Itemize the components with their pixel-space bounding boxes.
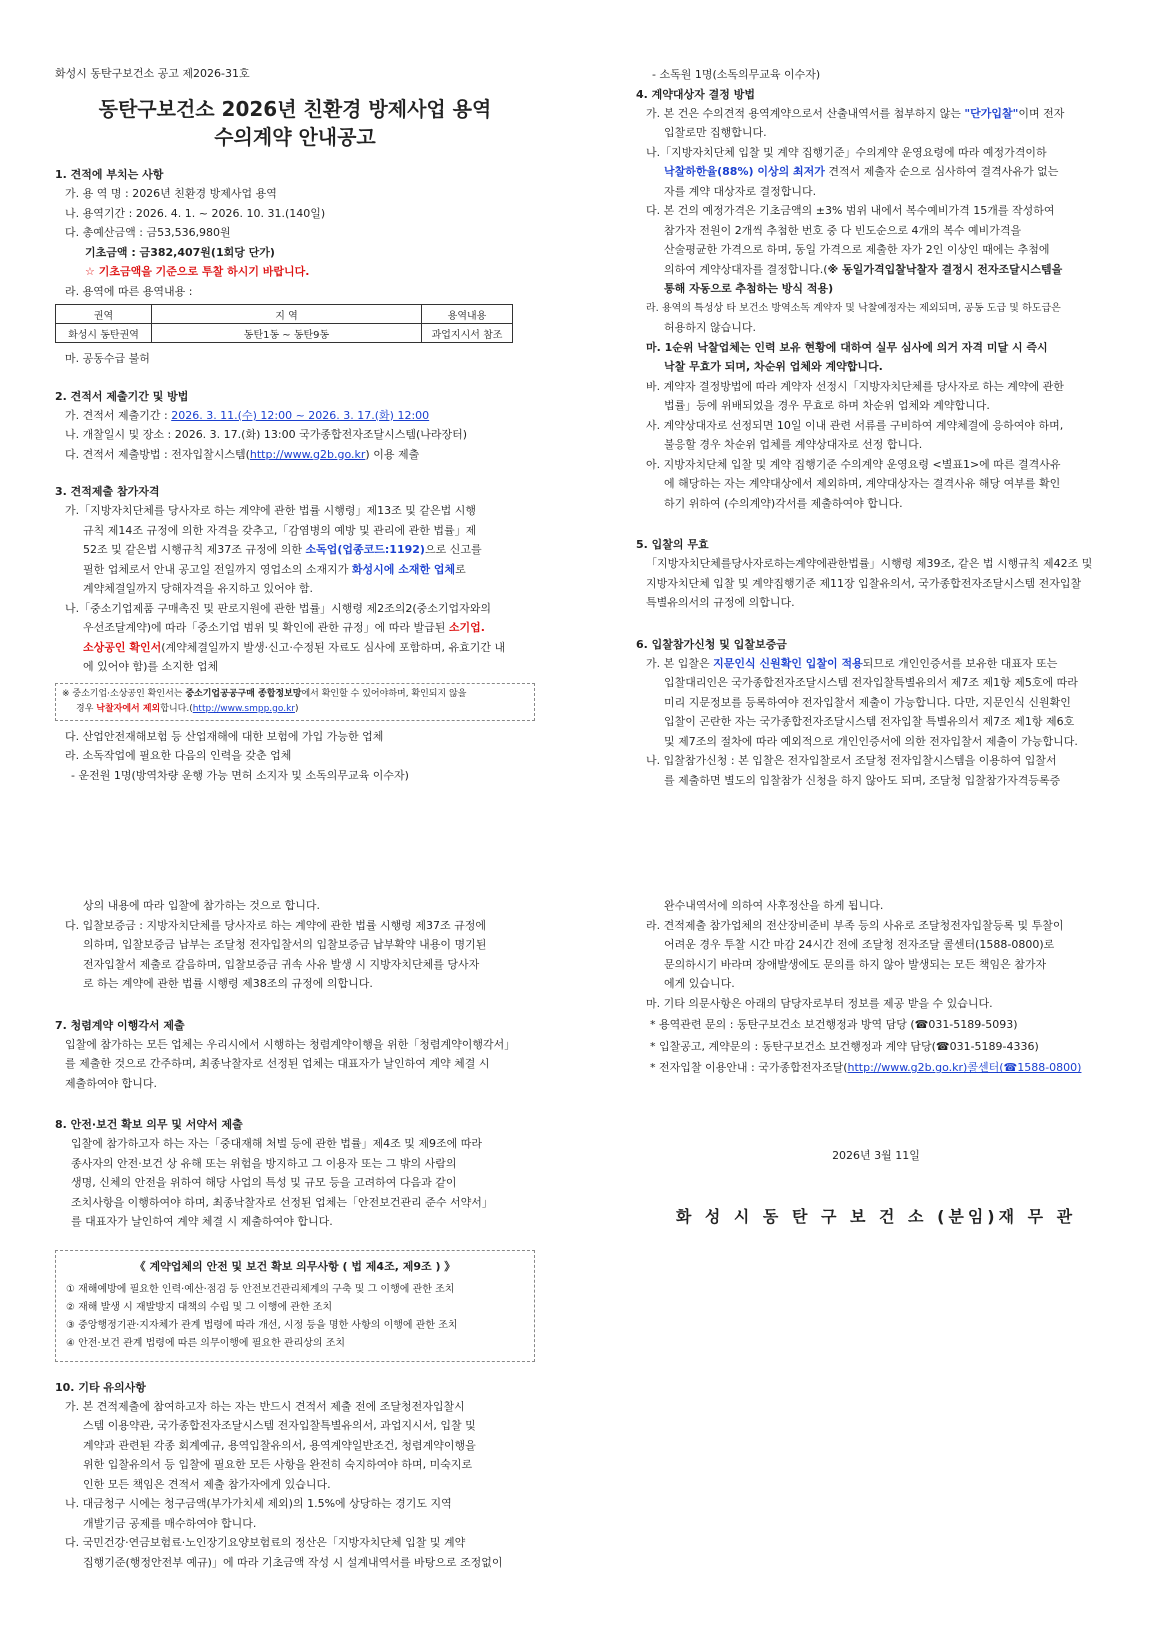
submission-method-text: 다. 견적서 제출방법 : 전자입찰시스템( bbox=[65, 447, 250, 461]
page1-right-column bbox=[636, 65, 1116, 790]
section-8-heading: 8. 안전·보건 확보 의무 및 서약서 제출 bbox=[55, 1118, 243, 1131]
s2-item-ga bbox=[55, 406, 535, 426]
s4-line: 자를 계약 대상자로 결정합니다. bbox=[664, 184, 817, 198]
s6-line: 입찰대리인은 국가종합전자조달시스템 전자입찰특별유의서 제7조 제1항 제5호에 따라 bbox=[664, 676, 1078, 689]
table-cell: 과업지시서 참조 bbox=[422, 324, 513, 343]
page-2 bbox=[0, 826, 1168, 1652]
title-line-1: 동탄구보건소 2026년 친환경 방제사업 용역 bbox=[98, 97, 492, 121]
small-business-highlight: 소기업. bbox=[448, 621, 485, 634]
s6-line: 상의 내용에 따라 입찰에 참가하는 것으로 합니다. bbox=[83, 899, 320, 912]
s5-line: 「지방자치단체를당사자로하는계약에관한법률」시행령 제39조, 같은 법 시행규칙 제42조 및 bbox=[646, 557, 1093, 570]
s4-line: 나.「지방자치단체 입찰 및 계약 집행기준」수의계약 운영요령에 따라 예정가격이하 bbox=[646, 145, 1047, 159]
safety-box-title: 《 계약업체의 안전 및 보건 확보 의무사항 ( 법 제4조, 제9조 ) 》 bbox=[134, 1259, 456, 1273]
service-area-table bbox=[55, 304, 513, 343]
s4-line: 다. 본 건의 예정가격은 기초금액의 ±3% 범위 내에서 복수예비가격 15개를 작성하여 bbox=[646, 204, 1055, 217]
s3-item-ga-line: 계약체결일까지 당해자격을 유지하고 있어야 함. bbox=[83, 582, 314, 595]
s10-line: 마. 기타 의문사항은 아래의 담당자로부터 정보를 제공 받을 수 있습니다. bbox=[646, 996, 993, 1010]
doc-number: 화성시 동탄구보건소 공고 제2026-31호 bbox=[55, 67, 250, 80]
s4-line: 참가자 전원이 2개씩 추첨한 번호 중 다 빈도순으로 4개의 복수 예비가격을 bbox=[664, 223, 1022, 237]
s3-item-ga-line: 규칙 제14조 규정에 의한 자격을 갖추고,「감염병의 예방 및 관리에 관한 법률」제 bbox=[83, 523, 477, 537]
table-header-cell: 용역내용 bbox=[422, 305, 513, 324]
s5-line: 지방자치단체 입찰 및 계약집행기준 제11장 입찰유의서, 국가종합전자조달시스템 전자입찰 bbox=[646, 576, 1082, 590]
s10-line: 나. 대금청구 시에는 청구금액(부가가치세 제외)의 1.5%에 상당하는 경기도 지역 bbox=[65, 1497, 452, 1510]
text-segment: (계약체결일까지 발생·신고·수정된 자료도 심사에 포함하며, 유효기간 내 bbox=[161, 640, 506, 654]
s3-item-ga-line bbox=[55, 560, 535, 580]
notice-date: 2026년 3월 11일 bbox=[832, 1148, 920, 1162]
text-segment: 견적서 제출자 순으로 심사하여 결격사유가 없는 bbox=[824, 165, 1059, 178]
s4-line: 아. 지방자치단체 입찰 및 계약 집행기준 수의계약 운영요령 <별표1>에 따른 결격사유 bbox=[646, 457, 1061, 471]
s3-item-na-line: 나.「중소기업제품 구매촉진 및 판로지원에 관한 법률」시행령 제2조의2(중소기업자와의 bbox=[65, 601, 492, 615]
s4-line: 산술평균한 가격으로 하며, 동일 가격으로 제출한 자가 2인 이상인 때에는 추첨에 bbox=[664, 243, 1050, 256]
s3-item-ra: 라. 소독작업에 필요한 다음의 인력을 갖춘 업체 bbox=[65, 749, 292, 762]
section-7-heading: 7. 청렴계약 이행각서 제출 bbox=[55, 1018, 185, 1032]
s4-line bbox=[636, 104, 1116, 124]
fingerprint-id-bid: 지문인식 신원확인 입찰이 적용 bbox=[713, 656, 863, 670]
disinfection-business-code: 소독업(업종코드:1192) bbox=[305, 543, 425, 556]
contact-line bbox=[636, 1058, 1116, 1078]
s3-item-da: 다. 산업안전재해보험 등 산업재해에 대한 보험에 가입 가능한 업체 bbox=[65, 729, 384, 743]
s6-line: 나. 입찰참가신청 : 본 입찰은 전자입찰로서 조달청 전자입찰시스템을 이용하여 입찰서 bbox=[646, 754, 1057, 767]
s1-item-ga: 가. 용 역 명 : 2026년 친환경 방제사업 용역 bbox=[65, 187, 277, 200]
section-1-heading: 1. 견적에 부치는 사항 bbox=[55, 168, 164, 181]
lowest-price-rule: 낙찰하한율(88%) 이상의 최저가 bbox=[664, 165, 825, 178]
s10-line: 다. 국민건강·연금보험료·노인장기요양보험료의 정산은「지방자치단체 입찰 및 계약 bbox=[65, 1536, 466, 1549]
note-line bbox=[62, 702, 528, 717]
section-6-heading: 6. 입찰참가신청 및 입찰보증금 bbox=[636, 637, 787, 651]
s4-line: 바. 계약자 결정방법에 따라 계약자 선정시「지방자치단체를 당사자로 하는 계약에 관한 bbox=[646, 379, 1064, 393]
s6-line: 전자입찰서 제출로 갈음하며, 입찰보증금 귀속 사유 발생 시 지방자치단체를 당사자 bbox=[83, 957, 480, 971]
text-segment: 로 bbox=[455, 562, 466, 576]
s3-item-na-line bbox=[55, 638, 535, 658]
s3-ra-item: - 소독원 1명(소독의무교육 이수자) bbox=[652, 68, 821, 81]
exclusion-warning: 낙찰자에서 제외 bbox=[96, 703, 161, 714]
table-row bbox=[56, 324, 513, 343]
text-segment: 우선조달계약)에 따라「중소기업 범위 및 확인에 관한 규정」에 따라 발급된 bbox=[83, 621, 449, 634]
safety-obligations-box bbox=[55, 1250, 535, 1362]
s4-line: 라. 용역의 특성상 타 보건소 방역소독 계약자 및 낙찰예정자는 제외되며, 공동 도급 및 하도급은 bbox=[646, 302, 1061, 314]
text-segment: ※ 중소기업·소상공인 확인서는 bbox=[62, 688, 186, 699]
s10-line: 에게 있습니다. bbox=[664, 977, 735, 990]
text-segment: 의하여 계약상대자를 결정합니다.( bbox=[664, 262, 828, 276]
list-item: ③ 중앙행정기관·지자체가 관계 법령에 따라 개선, 시정 등을 명한 사항의 이행에 관한 조치 bbox=[66, 1319, 458, 1331]
s8-line: 입찰에 참가하고자 하는 자는「중대재해 처벌 등에 관한 법률」제4조 및 제9조에 따라 bbox=[71, 1137, 482, 1150]
small-business-certificate: 소상공인 확인서 bbox=[83, 640, 162, 654]
s2-item-na: 나. 개찰일시 및 장소 : 2026. 3. 17.(화) 13:00 국가종합전자조달시스템(나라장터) bbox=[65, 428, 468, 441]
s1-item-da: 다. 총예산금액 : 금53,536,980원 bbox=[65, 226, 231, 239]
table-header-row bbox=[56, 305, 513, 324]
text-segment: 52조 및 같은법 시행규칙 제37조 규정에 의한 bbox=[83, 543, 306, 556]
s6-line: 로 하는 계약에 관한 법률 시행령 제38조의 규정에 의합니다. bbox=[83, 977, 373, 990]
table-cell: 동탄1동 ~ 동탄9동 bbox=[152, 324, 422, 343]
s10-line: 완수내역서에 의하여 사후정산을 하게 됩니다. bbox=[664, 899, 884, 912]
s10-line: 인한 모든 책임은 견적서 제출 참가자에게 있습니다. bbox=[83, 1477, 331, 1491]
s6-line: 다. 입찰보증금 : 지방자치단체를 당사자로 하는 계약에 관한 법률 시행령 제37조 규정에 bbox=[65, 918, 486, 932]
s7-line: 를 제출한 것으로 간주하며, 최종낙찰자로 선정된 업체는 대표자가 날인하여 계약 체결 시 bbox=[65, 1057, 490, 1070]
page1-left-column bbox=[55, 65, 535, 785]
s4-line: 통해 자동으로 추첨하는 방식 적용) bbox=[664, 282, 834, 295]
s3-ra-item: - 운전원 1명(방역차량 운행 가능 면허 소지자 및 소독의무교육 이수자) bbox=[71, 768, 409, 782]
section-3-heading: 3. 견적제출 참가자격 bbox=[55, 485, 160, 498]
submission-period-label: 가. 견적서 제출기간 : bbox=[65, 408, 172, 422]
s8-line: 생명, 신체의 안전을 위하여 해당 사업의 특성 및 규모 등을 고려하여 다음과 같이 bbox=[71, 1176, 457, 1189]
text-segment: * 전자입찰 이용안내 : 국가종합전자조달( bbox=[650, 1061, 848, 1074]
text-segment: 에서 확인할 수 있어야하며, 확인되지 않을 bbox=[301, 688, 467, 699]
submission-method-suffix: ) 이용 제출 bbox=[365, 447, 420, 461]
list-item: ① 재해예방에 필요한 인력·예산·점검 등 안전보건관리체계의 구축 및 그 이행에 관한 조치 bbox=[66, 1283, 455, 1295]
text-segment: ) bbox=[294, 703, 299, 714]
text-segment: 경우 bbox=[76, 703, 97, 714]
list-item: ② 재해 발생 시 재발방지 대책의 수립 및 그 이행에 관한 조치 bbox=[66, 1301, 333, 1313]
section-5-heading: 5. 입찰의 무효 bbox=[636, 538, 709, 551]
text-segment: 가. 본 입찰은 bbox=[646, 656, 714, 670]
text-segment: 합니다.( bbox=[160, 703, 193, 714]
s4-line bbox=[636, 260, 1116, 280]
title-line-2: 수의계약 안내공고 bbox=[214, 125, 376, 149]
s6-line: 및 제7조의 절차에 따라 예외적으로 개인인증서에 의한 전자입찰서 제출이 가능합니다. bbox=[664, 734, 1078, 748]
g2b-callcenter-link[interactable]: http://www.g2b.go.kr)콜센터(☎1588-0800) bbox=[847, 1061, 1082, 1074]
s4-line: 불응할 경우 차순위 업체를 계약상대자로 선정 합니다. bbox=[664, 438, 923, 451]
text-segment: 이며 전자 bbox=[1018, 106, 1065, 120]
submission-period-value: 2026. 3. 11.(수) 12:00 ~ 2026. 3. 17.(화) 12:00 bbox=[171, 408, 430, 422]
s8-line: 조치사항을 이행하여야 하며, 최종낙찰자로 선정된 업체는「안전보건관리 준수 서약서」 bbox=[71, 1195, 493, 1209]
section-10-heading: 10. 기타 유의사항 bbox=[55, 1380, 146, 1394]
s4-line: 입찰로만 집행합니다. bbox=[664, 126, 767, 139]
text-segment: 되므로 개인인증서를 보유한 대표자 또는 bbox=[862, 656, 1058, 670]
s10-line: 문의하시기 바라며 장애발생에도 문의를 하지 않아 발생되는 모든 책임은 참가자 bbox=[664, 957, 1047, 971]
s10-line: 라. 견적제출 참가업체의 전산장비준비 부족 등의 사유로 조달청전자입찰등록 및 투찰이 bbox=[646, 918, 1064, 932]
s10-line: 집행기준(행정안전부 예규)」에 따라 기초금액 작성 시 설계내역서를 바탕으로 조정없이 bbox=[83, 1555, 503, 1569]
s10-line: 계약과 관련된 각종 회계예규, 용역입찰유의서, 용역계약일반조건, 청렴계약이행을 bbox=[83, 1438, 476, 1452]
table-header-cell: 권역 bbox=[56, 305, 152, 324]
s10-line: 개발기금 공제를 매수하여야 합니다. bbox=[83, 1516, 257, 1530]
s4-line: 하기 위하여 (수의계약)각서를 제출하여야 합니다. bbox=[664, 496, 903, 510]
text-segment: 가. 본 건은 수의견적 용역계약으로서 산출내역서를 첨부하지 않는 bbox=[646, 106, 965, 120]
s4-line: 법률」등에 위배되었을 경우 무효로 하며 차순위 업체와 계약합니다. bbox=[664, 399, 990, 412]
page-title bbox=[55, 95, 535, 151]
s6-line: 의하며, 입찰보증금 납부는 조달청 전자입찰서의 입찰보증금 납부확약 내용이 명기된 bbox=[83, 938, 487, 951]
note-line bbox=[62, 687, 528, 702]
s6-line: 입찰이 곤란한 자는 국가종합전자조달시스템 전자입찰 특별유의서 제7조 제1항 제6호 bbox=[664, 715, 1075, 728]
s3-item-na-line bbox=[55, 618, 535, 638]
s2-item-da bbox=[55, 445, 535, 465]
s4-line: 허용하지 않습니다. bbox=[664, 321, 757, 334]
section-4-heading: 4. 계약대상자 결정 방법 bbox=[636, 87, 755, 101]
lottery-note: ※ 동일가격입찰낙찰자 결정시 전자조달시스템을 bbox=[827, 262, 1063, 276]
smpp-system-name: 중소기업공공구매 종합정보망 bbox=[185, 688, 302, 699]
s6-line: 미리 지문정보를 등록하여야 전자입찰서 제출이 가능합니다. 다만, 지문인식 신원확인 bbox=[664, 695, 1071, 709]
s5-line: 특별유의서의 규정에 의합니다. bbox=[646, 596, 795, 609]
s8-line: 종사자의 안전·보건 상 유해 또는 위험을 방지하고 그 이용자 또는 그 밖의 사람의 bbox=[71, 1156, 457, 1170]
s1-item-ma: 마. 공동수급 불허 bbox=[65, 352, 150, 365]
s3-item-na-line: 에 있어야 함)를 소지한 업체 bbox=[83, 660, 219, 673]
table-cell: 화성시 동탄권역 bbox=[56, 324, 152, 343]
s1-item-ra: 라. 용역에 따른 용역내용 : bbox=[65, 284, 193, 298]
smpp-link[interactable]: http://www.smpp.go.kr bbox=[192, 703, 295, 714]
s4-line: 에 해당하는 자는 계약대상에서 제외하며, 계약대상자는 결격사유 해당 여부를 확인 bbox=[664, 477, 1061, 490]
s10-line: 어려운 경우 투찰 시간 마감 24시간 전에 조달청 전자조달 콜센터(1588-0800)로 bbox=[664, 938, 1055, 951]
s6-line bbox=[636, 654, 1116, 674]
base-price-note: ☆ 기초금액을 기준으로 투찰 하시기 바랍니다. bbox=[85, 265, 310, 278]
s10-line: 위한 입찰유의서 등 입찰에 필요한 모든 사항을 완전히 숙지하여야 하며, 미숙지로 bbox=[83, 1458, 473, 1471]
text-segment: 으로 신고를 bbox=[424, 543, 482, 556]
certificate-note-box bbox=[55, 683, 535, 721]
s10-line: 스템 이용약관, 국가종합전자조달시스템 전자입찰특별유의서, 과업지시서, 입찰 및 bbox=[83, 1419, 476, 1432]
unit-price-bid: "단가입찰" bbox=[964, 106, 1019, 120]
s7-line: 제출하여야 합니다. bbox=[65, 1076, 158, 1090]
s6-line: 를 제출하면 별도의 입찰참가 신청을 하지 않아도 되며, 조달청 입찰참가자격등록증 bbox=[664, 773, 1061, 787]
s1-item-na: 나. 용역기간 : 2026. 4. 1. ~ 2026. 10. 31.(140일) bbox=[65, 206, 326, 220]
g2b-link[interactable]: http://www.g2b.go.kr bbox=[249, 447, 366, 461]
s4-line: 사. 계약상대자로 선정되면 10일 이내 관련 서류를 구비하여 계약체결에 응하여야 하며, bbox=[646, 418, 1064, 432]
s4-line bbox=[636, 162, 1116, 182]
table-header-cell: 지 역 bbox=[152, 305, 422, 324]
text-segment: 필한 업체로서 안내 공고일 전일까지 영업소의 소재지가 bbox=[83, 562, 352, 576]
contact-line: * 용역관련 문의 : 동탄구보건소 보건행정과 방역 담당 (☎031-5189-5093) bbox=[650, 1018, 1018, 1031]
s7-line: 입찰에 참가하는 모든 업체는 우리시에서 시행하는 청렴계약이행을 위한「청렴계약이행각서」 bbox=[65, 1037, 516, 1051]
page2-right-column bbox=[636, 896, 1116, 1227]
s3-item-ga-line: 가.「지방자치단체를 당사자로 하는 계약에 관한 법률 시행령」제13조 및 같은법 시행 bbox=[65, 504, 476, 517]
s10-line: 가. 본 견적제출에 참여하고자 하는 자는 반드시 견적서 제출 전에 조달청전자입찰시 bbox=[65, 1399, 465, 1413]
hwaseong-located-requirement: 화성시에 소재한 업체 bbox=[351, 562, 456, 576]
list-item: ④ 안전·보건 관계 법령에 따른 의무이행에 필요한 관리상의 조치 bbox=[66, 1337, 346, 1349]
section-2-heading: 2. 견적서 제출기간 및 방법 bbox=[55, 389, 189, 403]
page2-left-column bbox=[55, 896, 535, 1572]
issuer-name: 화 성 시 동 탄 구 보 건 소 (분임)재 무 관 bbox=[675, 1206, 1077, 1226]
s4-line: 마. 1순위 낙찰업체는 인력 보유 현황에 대하여 실무 심사에 의거 자격 미달 시 즉시 bbox=[646, 340, 1048, 354]
base-price: 기초금액 : 금382,407원(1회당 단가) bbox=[85, 245, 275, 259]
s8-line: 를 대표자가 날인하여 계약 체결 시 제출하여야 합니다. bbox=[71, 1215, 333, 1228]
contact-line: * 입찰공고, 계약문의 : 동탄구보건소 보건행정과 계약 담당(☎031-5189-4336) bbox=[650, 1039, 1039, 1053]
s3-item-ga-line bbox=[55, 540, 535, 560]
s4-line: 낙찰 무효가 되며, 차순위 업체와 계약합니다. bbox=[664, 360, 883, 373]
